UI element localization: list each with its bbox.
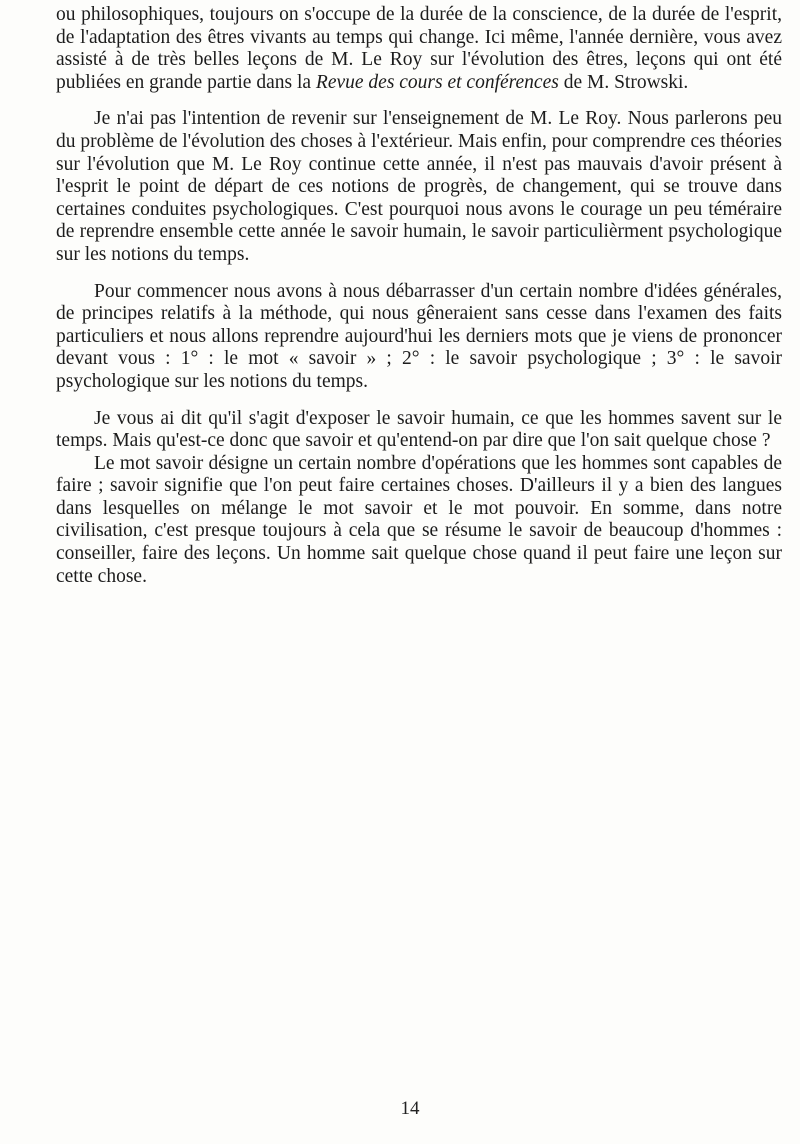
body-text [56, 4, 782, 588]
paragraph-3: Pour commencer nous avons à nous débarrasser d'un certain nombre d'idées générales, de principes relatifs à la méthode, qui nous gêneraient sans cesse dans l'examen des faits particuliers et nous allons reprendre aujourd'hui les derniers mots que je viens de prononcer devant vous : 1° : le mot « savoir » ; 2° : le savoir psychologique ; 3° : le savoir psychologique sur les notions du temps. [56, 280, 782, 392]
paragraph-4: Je vous ai dit qu'il s'agit d'exposer le savoir humain, ce que les hommes savent sur le temps. Mais qu'est-ce donc que savoir et qu'entend-on par dire que l'on sait quelque chose ? [56, 407, 782, 452]
page-number: 14 [400, 1098, 420, 1119]
paragraph-1: ou philosophiques, toujours on s'occupe de la durée de la conscience, de la durée de l'esprit, de l'adaptation des êtres vivants au temps qui change. Ici même, l'année dernière, vous avez assisté à de très belles leçons de M. Le Roy sur l'évolution des êtres, leçons qui ont été publiées en grande partie dans la Revue des cours et conférences de M. Strowski. [56, 4, 782, 93]
paragraph-5: Le mot savoir désigne un certain nombre d'opérations que les hommes sont capables de faire ; savoir signifie que l'on peut faire certaines choses. D'ailleurs il y a bien des langues dans lesquelles on mélange le mot savoir et le mot pouvoir. En somme, dans notre civilisation, c'est presque toujours à cela que se résume le savoir de beaucoup d'hommes : conseiller, faire des leçons. Un homme sait quelque chose quand il peut faire une leçon sur cette chose. [56, 452, 782, 587]
journal-title: Revue des cours et conférences [315, 71, 559, 93]
paragraph-2: Je n'ai pas l'intention de revenir sur l'enseignement de M. Le Roy. Nous parlerons peu du problème de l'évolution des choses à l'extérieur. Mais enfin, pour comprendre ces théories sur l'évolution que M. Le Roy continue cette année, il n'est pas mauvais d'avoir présent à l'esprit le point de départ de ces notions de progrès, de changement, qui se trouve dans certaines conduites psychologiques. C'est pourquoi nous avons le courage un peu téméraire de reprendre ensemble cette année le savoir humain, le savoir particulièrment psychologique sur les notions du temps. [56, 108, 782, 265]
